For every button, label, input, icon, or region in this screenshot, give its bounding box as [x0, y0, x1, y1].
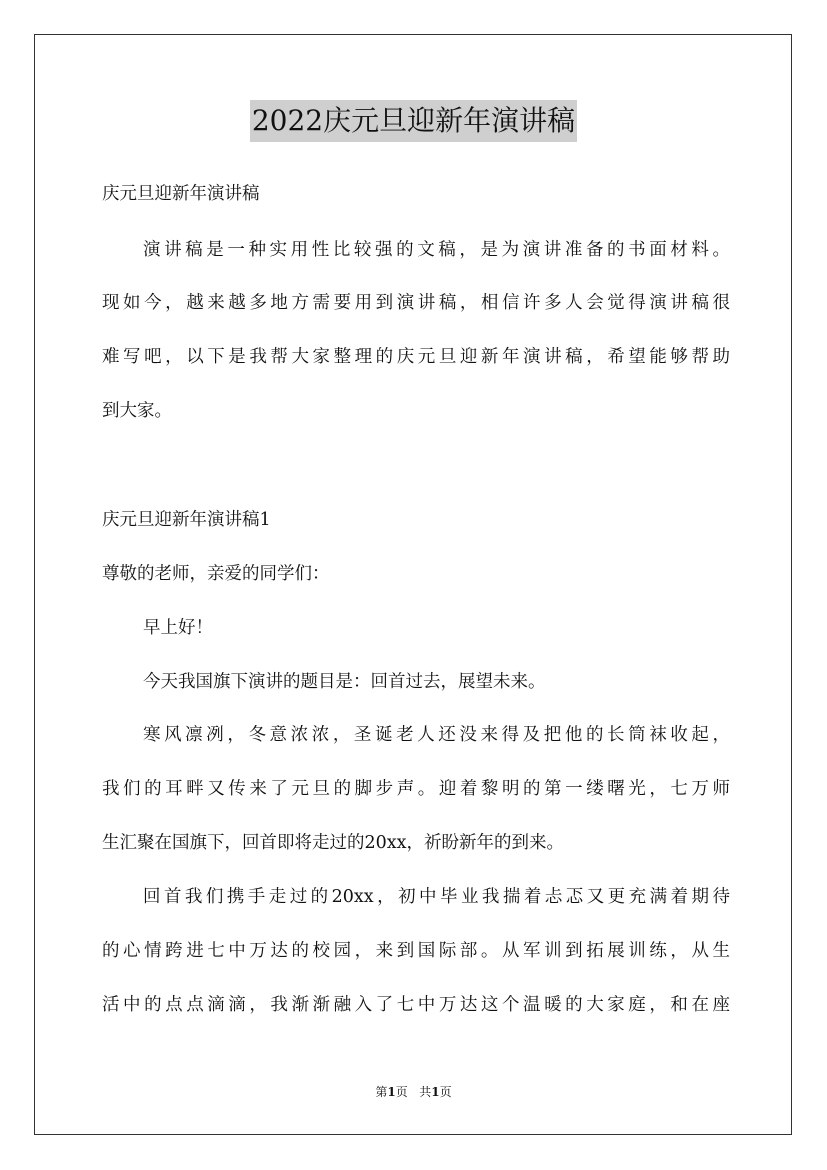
intro-line-1: 演讲稿是一种实用性比较强的文稿，是为演讲准备的书面材料。 [143, 240, 730, 260]
page-footer [0, 1083, 827, 1101]
paragraph1-line-3: 生汇聚在国旗下，回首即将走过的20xx，祈盼新年的到来。 [102, 833, 565, 853]
intro-line-4: 到大家。 [102, 401, 172, 421]
footer-page-suffix: 页 [395, 1085, 408, 1099]
paragraph1-line-2: 我们的耳畔又传来了元旦的脚步声。迎着黎明的第一缕曙光，七万师 [102, 779, 730, 799]
paragraph1-line-1: 寒风凛冽，冬意浓浓，圣诞老人还没来得及把他的长筒袜收起， [143, 725, 730, 745]
section-heading: 庆元旦迎新年演讲稿1 [102, 510, 271, 530]
greeting: 早上好！ [143, 618, 213, 638]
paragraph2-line-3: 活中的点点滴滴，我渐渐融入了七中万达这个温暖的大家庭，和在座 [102, 995, 730, 1015]
document-title: 2022庆元旦迎新年演讲稿 [250, 100, 577, 142]
subtitle: 庆元旦迎新年演讲稿 [102, 184, 260, 204]
footer-page-prefix: 第 [375, 1085, 388, 1099]
intro-line-2: 现如今，越来越多地方需要用到演讲稿，相信许多人会觉得演讲稿很 [102, 293, 730, 313]
footer-total-prefix: 共 [419, 1085, 432, 1099]
paragraph2-line-1: 回首我们携手走过的20xx，初中毕业我揣着忐忑又更充满着期待 [143, 887, 730, 907]
intro-line-3: 难写吧，以下是我帮大家整理的庆元旦迎新年演讲稿，希望能够帮助 [102, 347, 730, 367]
footer-page-number: 1 [387, 1085, 396, 1099]
salutation: 尊敬的老师，亲爱的同学们： [102, 564, 330, 584]
footer-total-suffix: 页 [439, 1085, 452, 1099]
title-wrapper [0, 100, 827, 142]
footer-total-number: 1 [431, 1085, 440, 1099]
paragraph2-line-2: 的心情跨进七中万达的校园，来到国际部。从军训到拓展训练，从生 [102, 941, 730, 961]
topic-line: 今天我国旗下演讲的题目是：回首过去，展望未来。 [143, 672, 546, 692]
